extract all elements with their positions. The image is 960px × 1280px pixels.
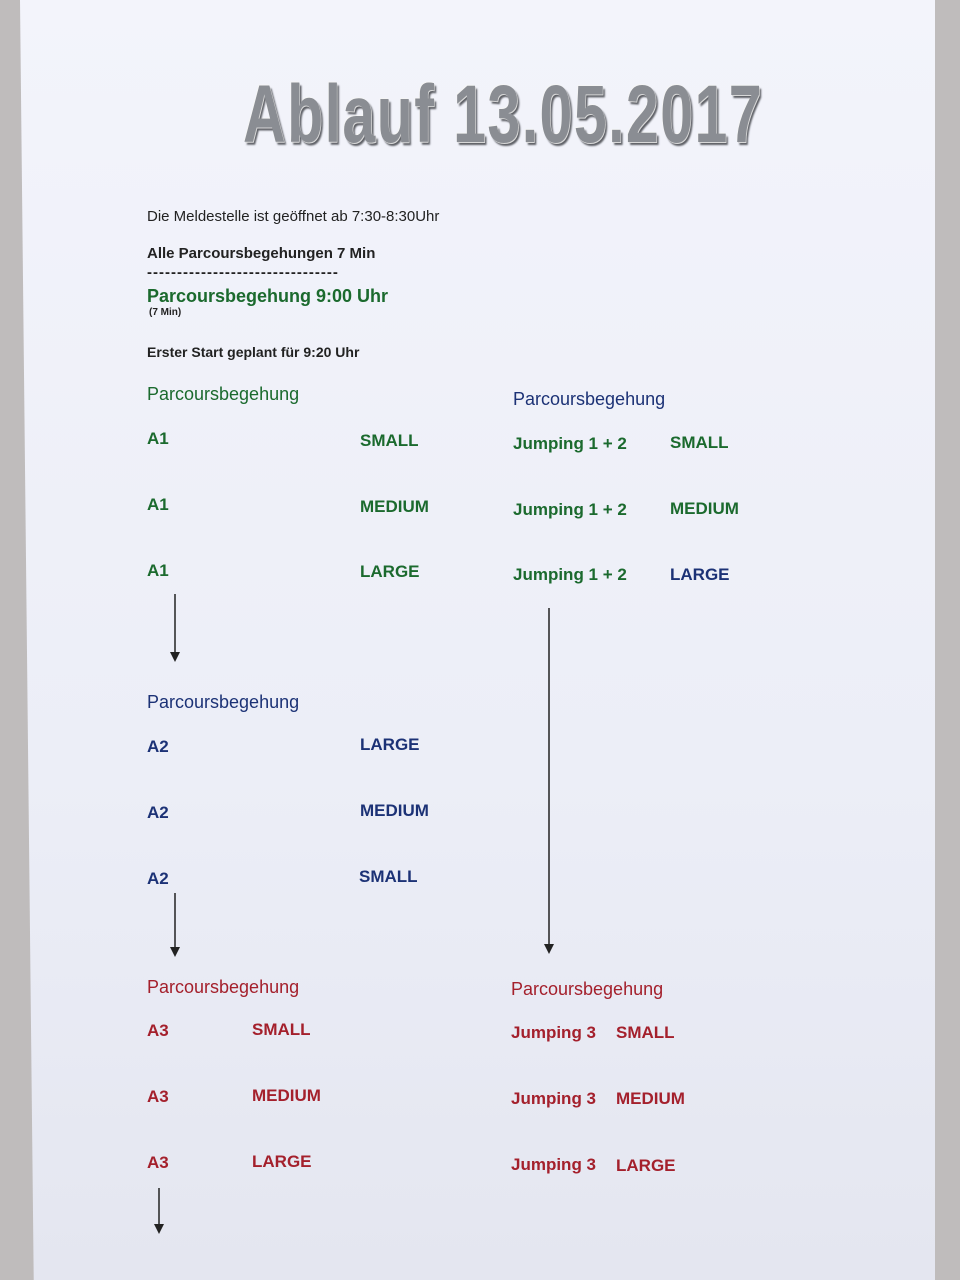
a3-row-2-size: MEDIUM: [252, 1086, 321, 1105]
jumping12-row-3-size: LARGE: [670, 565, 730, 584]
a3-heading: Parcoursbegehung: [147, 977, 300, 997]
a1-row-3-class: A1: [147, 561, 169, 580]
jumping12-heading: Parcoursbegehung: [513, 389, 666, 409]
jumping3-row-2-size: MEDIUM: [616, 1089, 685, 1108]
jumping12-row-2-class: Jumping 1 + 2: [513, 500, 627, 519]
jumping3-row-1-class: Jumping 3: [511, 1023, 597, 1042]
jumping3-row-3-class: Jumping 3: [511, 1155, 597, 1174]
a1-row-2-size: MEDIUM: [360, 497, 429, 516]
meldestelle-info: Die Meldestelle ist geöffnet ab 7:30-8:30Uhr: [147, 208, 440, 225]
begehung-time: Parcoursbegehung 9:00 Uhr: [147, 286, 389, 306]
arrow-down-icon: [167, 594, 183, 664]
a3-row-2-class: A3: [147, 1087, 169, 1106]
a1-row-1-size: SMALL: [360, 431, 419, 450]
jumping12-row-3-class: Jumping 1 + 2: [513, 565, 627, 584]
a3-row-1-size: SMALL: [252, 1020, 311, 1039]
divider-dashes: --------------------------------: [147, 264, 339, 281]
a3-row-1-class: A3: [147, 1021, 169, 1040]
page-title: Ablauf 13.05.2017: [243, 69, 764, 160]
a2-row-1-size: LARGE: [360, 735, 420, 754]
jumping3-row-3-size: LARGE: [616, 1156, 676, 1175]
jumping12-row-1-size: SMALL: [670, 433, 729, 452]
arrow-down-icon: [151, 1188, 167, 1236]
a2-heading: Parcoursbegehung: [147, 692, 300, 712]
a2-row-3-size: SMALL: [359, 867, 418, 886]
a1-row-2-class: A1: [147, 495, 169, 514]
erster-start-info: Erster Start geplant für 9:20 Uhr: [147, 344, 360, 360]
a2-row-3-class: A2: [147, 869, 169, 888]
a1-heading: Parcoursbegehung: [147, 384, 300, 404]
a3-row-3-class: A3: [147, 1153, 169, 1172]
jumping3-row-1-size: SMALL: [616, 1023, 675, 1042]
a2-row-2-size: MEDIUM: [360, 801, 429, 820]
arrow-down-icon: [541, 608, 557, 958]
a2-row-2-class: A2: [147, 803, 169, 822]
arrow-down-icon: [167, 893, 183, 959]
a1-row-1-class: A1: [147, 429, 169, 448]
a2-row-1-class: A2: [147, 737, 169, 756]
begehung-note: (7 Min): [149, 307, 182, 318]
a1-row-3-size: LARGE: [360, 562, 420, 581]
jumping12-row-2-size: MEDIUM: [670, 499, 739, 518]
a3-row-3-size: LARGE: [252, 1152, 312, 1171]
jumping3-row-2-class: Jumping 3: [511, 1089, 597, 1108]
alle-begehungen-info: Alle Parcoursbegehungen 7 Min: [147, 245, 376, 262]
jumping3-heading: Parcoursbegehung: [511, 979, 664, 999]
jumping12-row-1-class: Jumping 1 + 2: [513, 434, 627, 453]
